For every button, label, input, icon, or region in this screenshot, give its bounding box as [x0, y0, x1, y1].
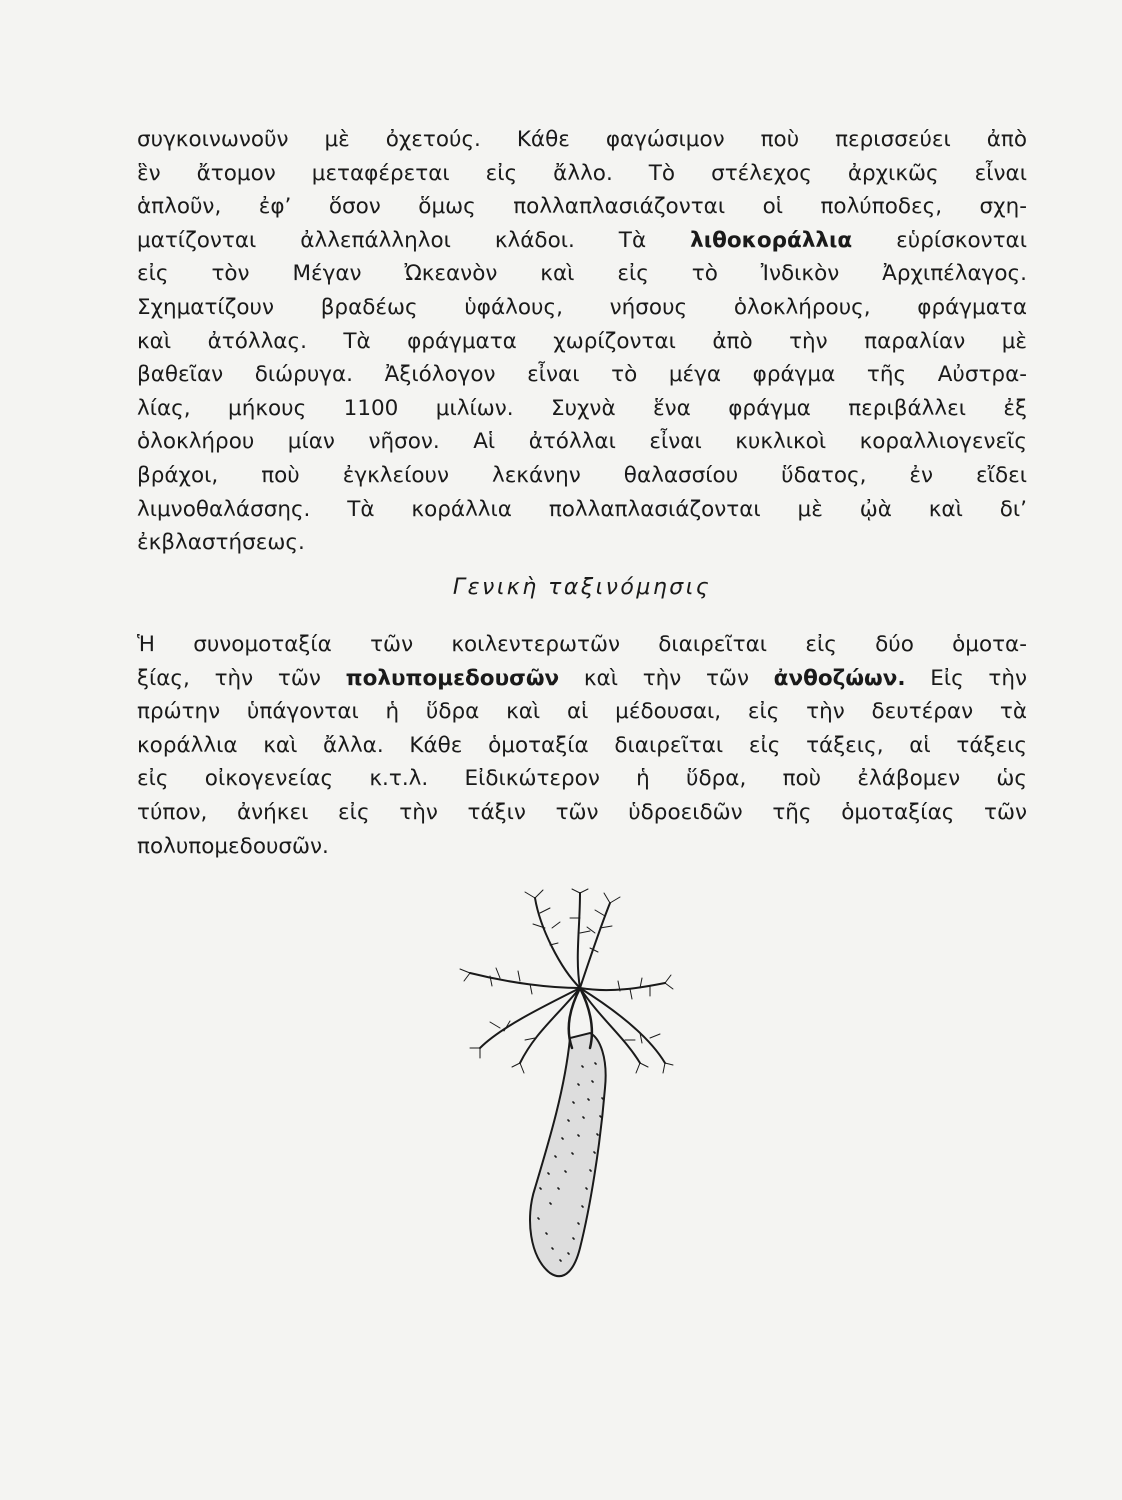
text-segment: πρώτην ὑπάγονται ἡ ὕδρα καὶ αἱ μέδουσαι, εἰς τὴν δευτέραν τὰ: [137, 699, 1027, 725]
text-line: [137, 257, 1027, 291]
text-line: [137, 628, 1027, 662]
text-line: [137, 392, 1027, 426]
text-segment: κοράλλια καὶ ἄλλα. Κάθε ὁμοταξία διαιρεῖται εἰς τάξεις, αἱ τάξεις: [137, 732, 1027, 758]
bold-term: λιθοκοράλλια: [690, 227, 853, 253]
text-segment: βράχοι, ποὺ ἐγκλείουν λεκάνην θαλασσίου ὕδατος, ἐν εἴδει: [137, 462, 1027, 488]
text-segment: εὑρίσκονται: [852, 227, 1027, 253]
text-line: [137, 729, 1027, 763]
text-line: [137, 695, 1027, 729]
text-line: [137, 762, 1027, 796]
bold-term: ἀνθοζώων.: [773, 665, 906, 691]
text-segment: λιμνοθαλάσσης. Τὰ κοράλλια πολλαπλασιάζονται μὲ ᾠὰ καὶ δι’: [137, 496, 1027, 522]
text-line: [137, 190, 1027, 224]
text-segment: ἁπλοῦν, ἐφ’ ὅσον ὅμως πολλαπλασιάζονται οἱ πολύποδες, σχη-: [137, 194, 1027, 220]
text-line: [137, 830, 1027, 864]
text-segment: Σχηματίζουν βραδέως ὑφάλους, νήσους ὁλοκλήρους, φράγματα: [137, 294, 1027, 320]
text-line: [137, 224, 1027, 258]
text-segment: βαθεῖαν διώρυγα. Ἀξιόλογον εἶναι τὸ μέγα φράγμα τῆς Αὐστρα-: [137, 362, 1027, 388]
paragraph-classification: [137, 628, 1027, 863]
text-line: [137, 459, 1027, 493]
text-line: [137, 493, 1027, 527]
text-segment: ὁλοκλήρου μίαν νῆσον. Αἱ ἀτόλλαι εἶναι κυκλικοὶ κοραλλιογενεῖς: [137, 429, 1027, 455]
text-segment: πολυπομεδουσῶν.: [137, 833, 329, 859]
text-line: [137, 325, 1027, 359]
text-segment: ξίας, τὴν τῶν: [137, 665, 346, 691]
text-segment: λίας, μήκους 1100 μιλίων. Συχνὰ ἕνα φράγμα περιβάλλει ἐξ: [137, 395, 1027, 421]
text-line: [137, 796, 1027, 830]
text-line: [137, 291, 1027, 325]
text-segment: καὶ τὴν τῶν: [559, 665, 774, 691]
sea-cucumber-illustration: [440, 888, 680, 1288]
text-line: [137, 425, 1027, 459]
text-segment: ἓν ἄτομον μεταφέρεται εἰς ἄλλο. Τὸ στέλεχος ἀρχικῶς εἶναι: [137, 160, 1027, 186]
bold-term: πολυπομεδουσῶν: [345, 665, 560, 691]
text-segment: καὶ ἀτόλλας. Τὰ φράγματα χωρίζονται ἀπὸ τὴν παραλίαν μὲ: [137, 328, 1027, 354]
text-segment: ἐκβλαστήσεως.: [137, 530, 305, 556]
paragraph-corals: [137, 123, 1027, 560]
text-segment: εἰς τὸν Μέγαν Ὠκεανὸν καὶ εἰς τὸ Ἰνδικὸν Ἀρχιπέλαγος.: [137, 261, 1027, 287]
text-line: [137, 358, 1027, 392]
text-segment: εἰς οἰκογενείας κ.τ.λ. Εἰδικώτερον ἡ ὕδρα, ποὺ ἐλάβομεν ὡς: [137, 766, 1027, 792]
text-segment: Εἰς τὴν: [905, 665, 1028, 691]
text-segment: Ἡ συνομοταξία τῶν κοιλεντερωτῶν διαιρεῖται εἰς δύο ὁμοτα-: [137, 632, 1027, 657]
text-line: [137, 526, 1027, 560]
text-segment: συγκοινωνοῦν μὲ ὀχετούς. Κάθε φαγώσιμον ποὺ περισσεύει ἀπὸ: [137, 127, 1027, 152]
section-heading: Γενικὴ ταξινόμησις: [452, 575, 712, 600]
text-segment: τύπον, ἀνήκει εἰς τὴν τάξιν τῶν ὑδροειδῶν τῆς ὁμοταξίας τῶν: [137, 799, 1027, 825]
text-line: [137, 662, 1027, 696]
text-line: [137, 123, 1027, 157]
text-line: [137, 157, 1027, 191]
text-segment: ματίζονται ἀλλεπάλληλοι κλάδοι. Τὰ: [137, 227, 691, 253]
